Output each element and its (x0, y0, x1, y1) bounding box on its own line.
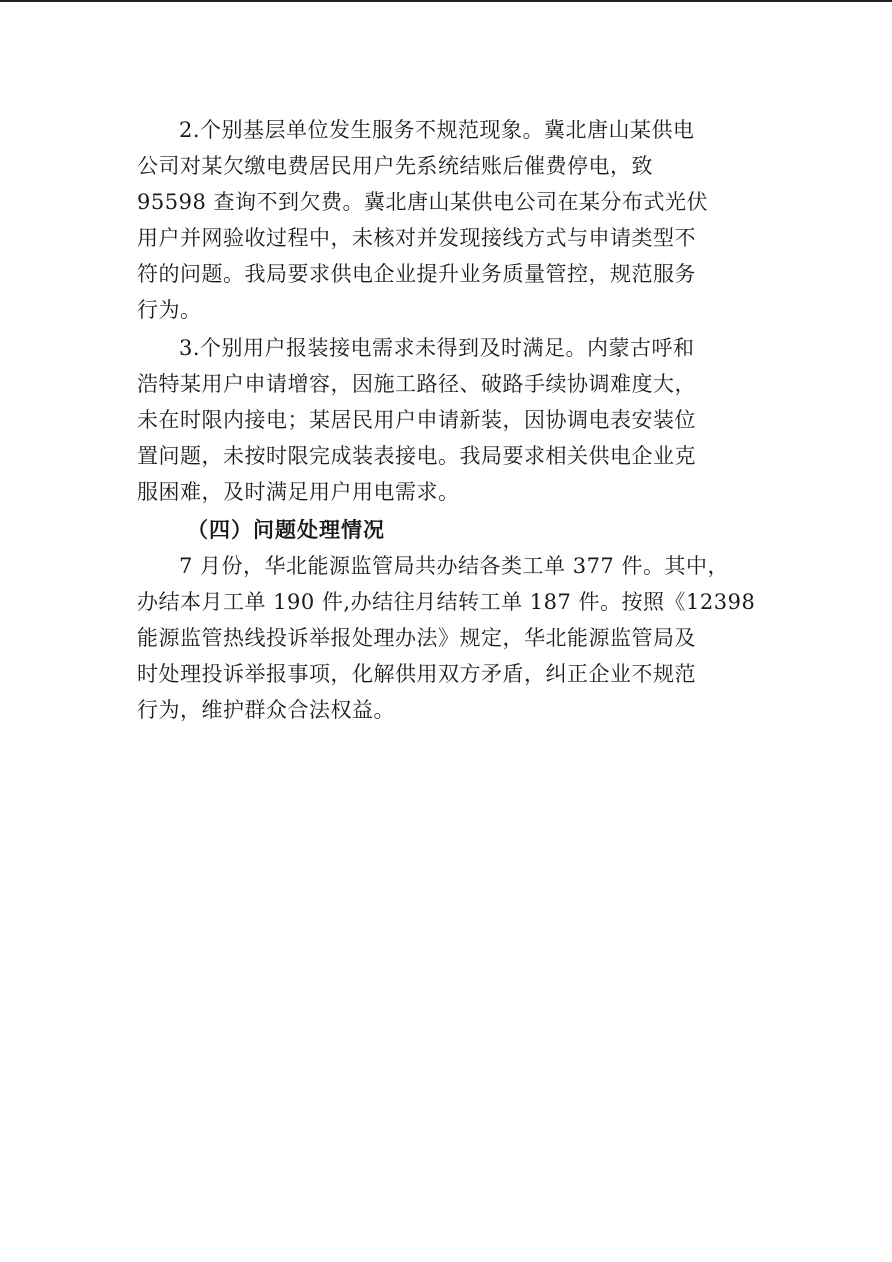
paragraph-line: 用户并网验收过程中，未核对并发现接线方式与申请类型不 (137, 226, 696, 250)
paragraph-item-2 (137, 112, 762, 328)
paragraph-line: 浩特某用户申请增容，因施工路径、破路手续协调难度大， (137, 372, 696, 396)
section-heading: （四）问题处理情况 (187, 518, 385, 542)
paragraph-line: 服困难，及时满足用户用电需求。 (137, 480, 460, 504)
document-page (137, 112, 762, 730)
paragraph-line: 能源监管热线投诉举报处理办法》规定，华北能源监管局及 (137, 626, 696, 650)
paragraph-line: 行为。 (137, 298, 202, 322)
closing-paragraph (137, 548, 762, 728)
page-top-border (0, 0, 892, 2)
paragraph-item-3 (137, 330, 762, 510)
paragraph-line: 3.个别用户报装接电需求未得到及时满足。内蒙古呼和 (179, 336, 695, 360)
paragraph-line: 办结本月工单 190 件,办结往月结转工单 187 件。按照《12398 (137, 590, 756, 614)
paragraph-line: 公司对某欠缴电费居民用户先系统结账后催费停电，致 (137, 154, 653, 178)
paragraph-line: 时处理投诉举报事项，化解供用双方矛盾，纠正企业不规范 (137, 662, 696, 686)
paragraph-line: 未在时限内接电；某居民用户申请新装，因协调电表安装位 (137, 408, 696, 432)
paragraph-line: 符的问题。我局要求供电企业提升业务质量管控，规范服务 (137, 262, 696, 286)
paragraph-line: 行为，维护群众合法权益。 (137, 698, 395, 722)
paragraph-line: 置问题，未按时限完成装表接电。我局要求相关供电企业克 (137, 444, 696, 468)
paragraph-line: 95598 查询不到欠费。冀北唐山某供电公司在某分布式光伏 (137, 190, 708, 214)
paragraph-line: 7 月份，华北能源监管局共办结各类工单 377 件。其中， (179, 554, 729, 578)
paragraph-line: 2.个别基层单位发生服务不规范现象。冀北唐山某供电 (179, 118, 695, 142)
